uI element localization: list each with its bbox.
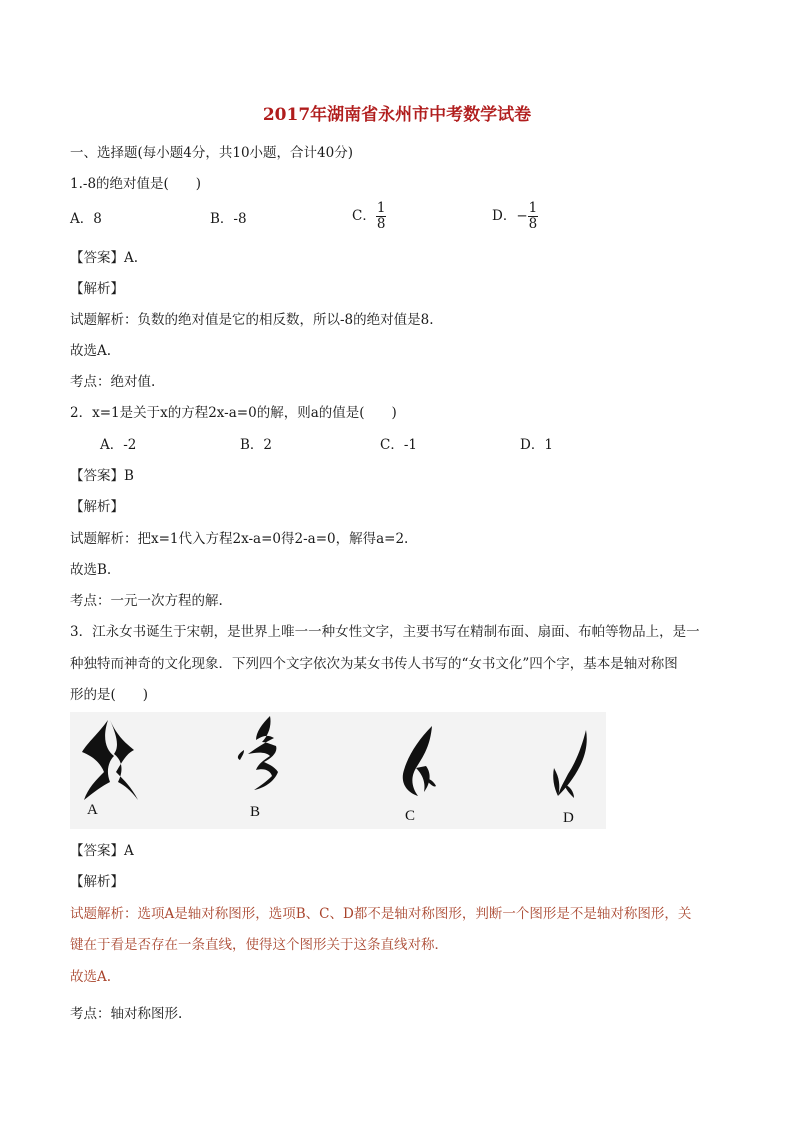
q1-choose: 故选A.: [70, 343, 112, 359]
q2-analysis: 试题解析：把x=1代入方程2x-a=0得2-a=0，解得a=2.: [70, 531, 409, 547]
q1-option-a: A．8: [70, 211, 102, 227]
page-title: 2017年湖南省永州市中考数学试卷: [262, 105, 532, 125]
q2-option-a: A．-2: [100, 437, 137, 453]
glyph-d: [553, 730, 587, 798]
q3-stem-line3: 形的是( ): [70, 687, 149, 703]
q1-option-c-numerator: 1: [376, 200, 386, 216]
glyph-label-d: D: [563, 810, 574, 826]
q1-option-d: [492, 201, 538, 232]
nushu-glyph-image: [70, 712, 606, 829]
q1-answer: 【答案】A.: [70, 250, 139, 266]
q2-option-b: B．2: [240, 437, 273, 453]
q1-option-d-label: D．−: [492, 208, 528, 224]
glyph-label-a: A: [87, 802, 98, 818]
q1-option-c-fraction: [376, 201, 387, 232]
glyph-a: [82, 720, 138, 800]
q1-option-b: B．-8: [210, 211, 247, 227]
q3-analysis-line1: 试题解析：选项A是轴对称图形，选项B、C、D都不是轴对称图形，判断一个图形是不是轴对称图形，关: [70, 906, 692, 922]
q2-stem: 2．x=1是关于x的方程2x-a=0的解，则a的值是( ): [70, 405, 397, 421]
q2-answer: 【答案】B: [70, 468, 134, 484]
q2-analysis-label: 【解析】: [70, 499, 124, 515]
section-heading: 一、选择题(每小题4分，共10小题，合计40分): [70, 145, 353, 161]
q1-analysis-label: 【解析】: [70, 281, 124, 297]
q1-analysis: 试题解析：负数的绝对值是它的相反数，所以-8的绝对值是8.: [70, 312, 434, 328]
q3-point: 考点：轴对称图形.: [70, 1006, 183, 1022]
q3-analysis-label: 【解析】: [70, 874, 124, 890]
q1-option-c-denominator: 8: [376, 216, 386, 232]
q1-option-c-label: C．: [352, 208, 376, 224]
q3-stem-line2: 种独特而神奇的文化现象．下列四个文字依次为某女书传人书写的“女书文化”四个字，基本是轴对称图: [70, 656, 678, 672]
q1-option-c: [352, 201, 386, 232]
q3-analysis-line2: 键在于看是否存在一条直线，使得这个图形关于这条直线对称．: [70, 937, 448, 953]
q3-answer: 【答案】A: [70, 843, 134, 859]
q2-option-d: D．1: [520, 437, 553, 453]
q2-option-c: C．-1: [380, 437, 417, 453]
q2-choose: 故选B.: [70, 562, 112, 578]
q1-point: 考点：绝对值.: [70, 374, 156, 390]
glyph-label-b: B: [250, 804, 261, 820]
q3-choose: 故选A.: [70, 969, 112, 985]
glyph-c: [403, 726, 436, 796]
q2-point: 考点：一元一次方程的解.: [70, 593, 223, 609]
q1-stem: 1.-8的绝对值是( ): [70, 176, 202, 192]
q1-option-d-fraction: [528, 201, 539, 232]
glyph-b: [238, 716, 278, 790]
glyph-label-c: C: [405, 808, 416, 824]
q1-option-d-numerator: 1: [528, 200, 538, 216]
q1-option-d-denominator: 8: [528, 216, 538, 232]
q3-stem-line1: 3．江永女书诞生于宋朝，是世界上唯一一种女性文字，主要书写在精制布面、扇面、布帕等物品上，是一: [70, 624, 700, 640]
